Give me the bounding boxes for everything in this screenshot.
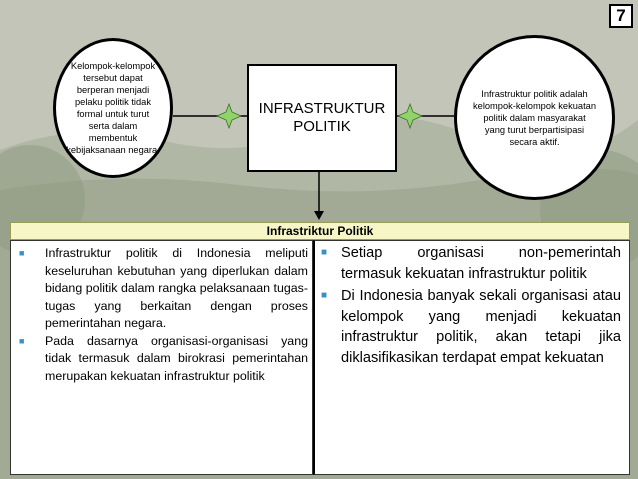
center-title-line1: INFRASTRUKTUR <box>258 100 386 117</box>
left-bullet-item: ■ Infrastruktur politik di Indonesia meliputi keseluruhan kebutuhan yang diperlukan dalam bidang politik dalam rangka pelaksanaan tugas-tugas yang berkaitan dengan proses pemerintahan negara. <box>19 246 308 330</box>
bullet-square-icon: ■ <box>19 335 25 346</box>
left-oval-text: Kelompok-kelompok tersebut dapat berperan menjadi pelaku politik tidak formal untuk turut serta dalam membentuk kebijaksanaan negara. <box>66 61 160 155</box>
slide-number: 7 <box>609 4 633 28</box>
center-title-line2: POLITIK <box>293 118 351 135</box>
bullet-square-icon: ■ <box>321 247 328 258</box>
left-description-oval <box>53 38 173 178</box>
center-title-box <box>247 64 397 172</box>
right-oval-text: Infrastruktur politik adalah kelompok-kelompok kekuatan politik dalam masyarakat yang turut berpartisipasi secara aktif. <box>473 88 596 147</box>
right-bullet-item: ■ Di Indonesia banyak sekali organisasi atau kelompok yang menjadi kekuatan infrastruktur politik, akan tetapi jika diklasifikasikan terdapat empat kekuatan <box>321 288 621 366</box>
content-header: Infrastriktur Politik <box>10 222 630 240</box>
bullet-square-icon: ■ <box>321 290 328 302</box>
left-content-column <box>10 240 313 475</box>
left-bullet-item: ■ Pada dasarnya organisasi-organisasi yang tidak termasuk dalam birokrasi pemerintahan merupakan kekuatan infrastruktur politik <box>19 333 308 383</box>
right-bullet-item: ■ Setiap organisasi non-pemerintah termasuk kekuatan infrastruktur politik <box>321 245 621 282</box>
bullet-square-icon: ■ <box>19 248 25 258</box>
right-description-oval <box>454 35 615 200</box>
right-content-column <box>313 240 630 475</box>
